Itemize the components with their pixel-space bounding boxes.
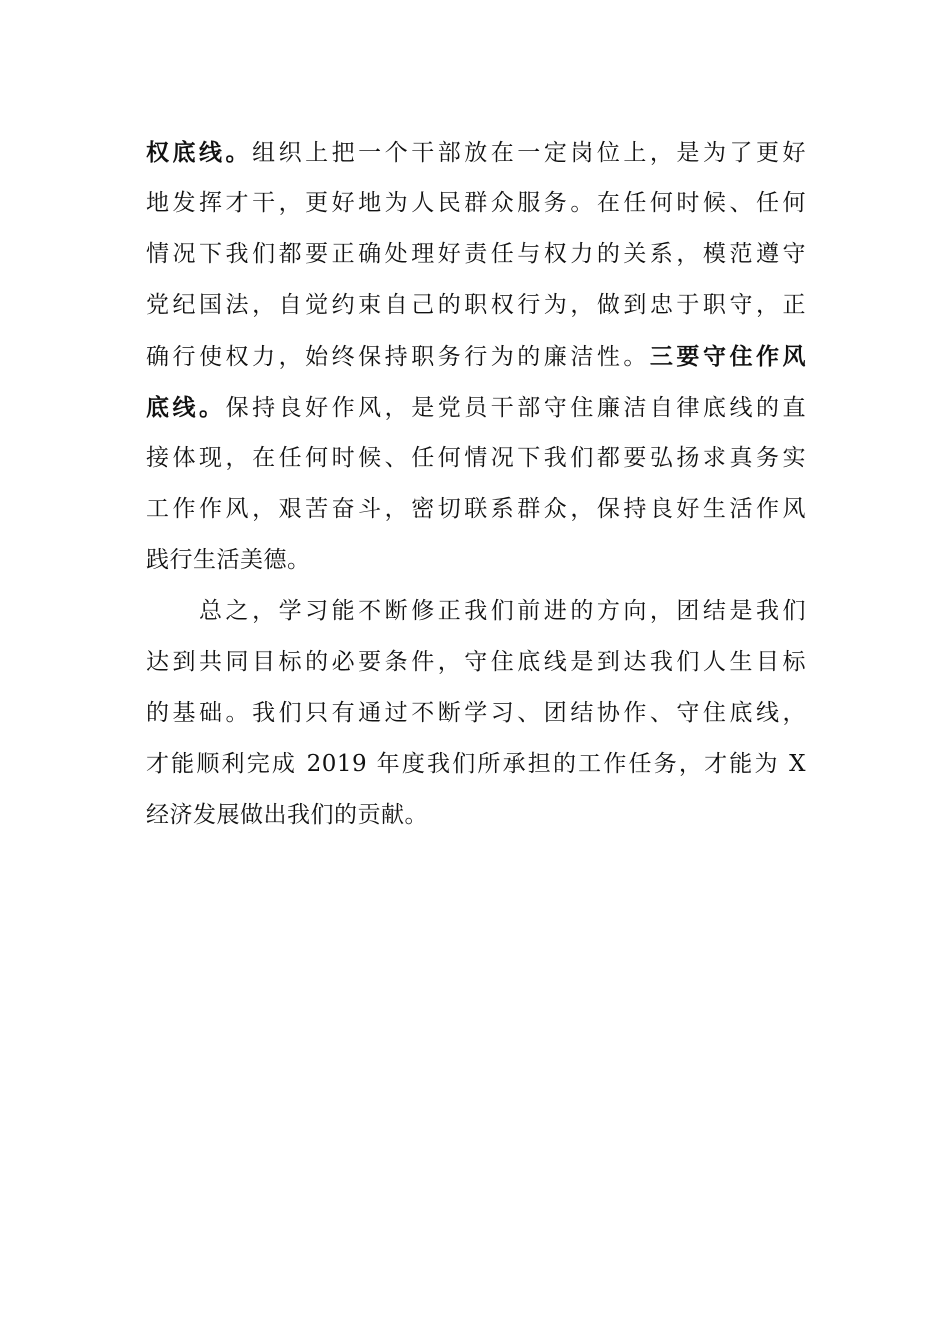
paragraph-2 [146,586,806,841]
text-line [146,127,806,178]
text-line [146,739,806,790]
text-line [146,229,806,280]
text-line [146,178,806,229]
text-line [146,790,806,841]
line-text: 保持良好作风，是党员干部守住廉洁自律底线的直 [225,395,806,421]
bold-heading: 底线。 [146,394,226,421]
text-line [146,280,806,331]
bold-heading: 三要守住作风 [649,343,807,370]
text-line [146,535,806,586]
line-text: 党纪国法，自觉约束自己的职权行为，做到忠于职守，正 [146,292,806,318]
line-text: 经济发展做出我们的贡献。 [146,802,428,828]
line-text: 才能顺利完成 2019 年度我们所承担的工作任务，才能为 X [146,751,806,777]
line-text: 达到共同目标的必要条件，守住底线是到达我们人生目标 [146,649,806,675]
document-body [146,127,806,841]
text-line [146,637,806,688]
text-line [146,484,806,535]
bold-heading: 权底线。 [146,139,253,166]
text-line [146,688,806,739]
text-line [146,586,806,637]
line-text: 地发挥才干，更好地为人民群众服务。在任何时候、任何 [146,190,806,216]
line-text: 工作作风，艰苦奋斗，密切联系群众，保持良好生活作风 [146,496,806,522]
line-text: 总之，学习能不断修正我们前进的方向，团结是我们 [146,598,806,624]
line-text: 情况下我们都要正确处理好责任与权力的关系，模范遵守 [146,241,806,267]
line-text: 的基础。我们只有通过不断学习、团结协作、守住底线， [146,700,806,726]
paragraph-1 [146,127,806,586]
line-text: 确行使权力，始终保持职务行为的廉洁性。 [146,344,650,370]
text-line [146,382,806,433]
line-text: 践行生活美德。 [146,547,311,573]
line-text: 接体现，在任何时候、任何情况下我们都要弘扬求真务实 [146,445,806,471]
text-line [146,331,806,382]
line-text: 组织上把一个干部放在一定岗位上，是为了更好 [252,140,807,166]
text-line [146,433,806,484]
